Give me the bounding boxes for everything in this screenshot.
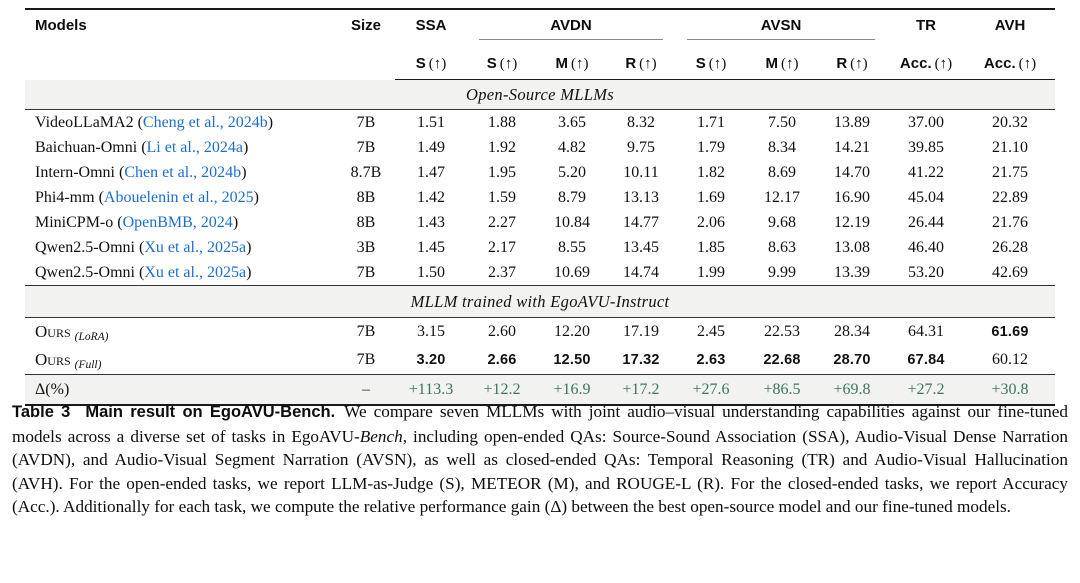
value-cell: 13.39 [834, 263, 870, 281]
value-cell: 2.66 [487, 352, 517, 368]
col-group-tr [887, 9, 965, 49]
value-cell: 5.20 [558, 163, 586, 181]
model-cell [25, 346, 337, 375]
citation-open-paren: ( [134, 263, 145, 281]
citation-link[interactable]: Abouelenin et al., 2025 [103, 188, 254, 206]
citation-open-paren: ( [113, 213, 123, 231]
delta-value: +16.9 [537, 375, 607, 406]
citation-close-paren: ) [241, 163, 247, 181]
col-header-avdn-s [467, 49, 537, 80]
value-cell: 41.22 [908, 163, 945, 181]
value-cell: 37.00 [908, 113, 945, 131]
citation-open-paren: ( [114, 163, 125, 181]
col-header-tr-acc [887, 49, 965, 80]
delta-value: +86.5 [747, 375, 817, 406]
value-cell: 8.63 [768, 238, 796, 256]
value-cell: 67.84 [907, 352, 945, 368]
model-cell [25, 235, 337, 260]
caption-body-rest: , including open-ended QAs: Source-Sound Association (SSA), Audio-Visual Dense Narration (AVDN), and Audio-Visual Segment Narration (AVSN), as well as closed-ended QAs: Temporal Reasoning (TR) and Audio-Visual Hallucination (AVH). For the open-ended tasks, we report LLM-as-Judge (S), METEOR (M), and ROUGE-L (R). For the closed-ended tasks, we report Accuracy (Acc.). Additionally for each task, we compute the relative performance gain (Δ) between the best open-source model and our fine-tuned models. [12, 426, 1069, 517]
size-cell: 8B [356, 213, 376, 231]
col-header-size: Size [350, 17, 381, 34]
value-cell: 1.85 [697, 238, 725, 256]
metric-label: S [486, 55, 497, 72]
delta-value: +27.6 [675, 375, 747, 406]
col-header-ssa-s [395, 49, 467, 80]
value-cell: 13.13 [623, 188, 659, 206]
up-arrow-icon: (↑) [428, 56, 447, 72]
value-cell: 2.45 [697, 323, 725, 340]
model-variant: (Full) [74, 359, 102, 371]
section-open-source-title: Open-Source MLLMs [25, 80, 1055, 110]
model-cell [25, 260, 337, 286]
value-cell: 39.85 [908, 138, 945, 156]
value-cell: 16.90 [834, 188, 870, 206]
col-header-avsn-s [675, 49, 747, 80]
value-cell: 1.51 [417, 113, 445, 131]
value-cell: 1.79 [697, 138, 725, 156]
section-trained-title: MLLM trained with EgoAVU-Instruct [25, 286, 1055, 318]
col-group-ssa [395, 9, 467, 49]
model-name: Baichuan-Omni [35, 138, 138, 156]
value-cell: 1.49 [417, 138, 445, 156]
value-cell: 10.69 [554, 263, 590, 281]
value-cell: 3.20 [416, 352, 446, 368]
metric-label: Acc. [983, 55, 1016, 72]
value-cell: 53.20 [908, 263, 945, 281]
header-group-row [25, 9, 1055, 49]
model-cell [25, 110, 337, 136]
value-cell: 13.89 [834, 113, 870, 131]
delta-value: +12.2 [467, 375, 537, 406]
model-cell [25, 210, 337, 235]
metric-label: S [695, 55, 706, 72]
table-row [25, 160, 1055, 185]
citation-link[interactable]: Xu et al., 2025a [144, 263, 247, 281]
delta-label: Δ(%) [25, 375, 337, 406]
model-name: Ours [35, 350, 71, 369]
results-table-wrapper [25, 8, 1055, 406]
model-cell [25, 135, 337, 160]
value-cell: 9.99 [768, 263, 796, 281]
citation-close-paren: ) [246, 238, 252, 256]
up-arrow-icon: (↑) [1018, 56, 1037, 72]
model-cell [25, 185, 337, 210]
citation-close-paren: ) [253, 188, 259, 206]
model-name: Qwen2.5-Omni [35, 238, 135, 256]
model-name: Ours [35, 322, 71, 341]
value-cell: 13.45 [623, 238, 659, 256]
value-cell: 20.32 [992, 113, 1029, 131]
value-cell: 21.10 [992, 138, 1029, 156]
col-group-ssa-label: SSA [415, 17, 447, 34]
metric-label: R [836, 55, 848, 72]
value-cell: 3.65 [558, 113, 586, 131]
value-cell: 17.32 [622, 352, 660, 368]
metric-label: S [415, 55, 426, 72]
table-body [25, 80, 1055, 406]
up-arrow-icon: (↑) [499, 56, 518, 72]
value-cell: 1.88 [488, 113, 516, 131]
value-cell: 2.37 [488, 263, 516, 281]
value-cell: 26.28 [992, 238, 1029, 256]
value-cell: 1.47 [417, 163, 445, 181]
col-group-avdn [467, 9, 675, 49]
section-open-source [25, 80, 1055, 110]
avdn-span-rule [479, 39, 663, 40]
size-cell: 7B [356, 138, 376, 156]
col-header-avdn-m [537, 49, 607, 80]
value-cell: 28.70 [833, 352, 871, 368]
value-cell: 22.68 [763, 352, 801, 368]
citation-close-paren: ) [246, 263, 252, 281]
col-header-avdn-r [607, 49, 675, 80]
table-row [25, 318, 1055, 347]
caption-title: Main result on EgoAVU-Bench. [85, 403, 336, 421]
table-header [25, 9, 1055, 80]
value-cell: 2.60 [488, 323, 516, 340]
col-group-avh [965, 9, 1055, 49]
value-cell: 10.84 [554, 213, 590, 231]
table-row [25, 135, 1055, 160]
citation-open-paren: ( [137, 138, 147, 156]
value-cell: 46.40 [908, 238, 945, 256]
citation-link[interactable]: Cheng et al., 2024b [142, 113, 268, 131]
value-cell: 64.31 [908, 323, 945, 340]
citation-close-paren: ) [242, 138, 249, 156]
value-cell: 1.95 [488, 163, 516, 181]
col-header-avsn-m [747, 49, 817, 80]
caption-body-italic: Bench [359, 426, 403, 446]
value-cell: 60.12 [992, 351, 1029, 368]
up-arrow-icon: (↑) [708, 56, 727, 72]
size-cell: 7B [356, 263, 376, 281]
value-cell: 4.82 [558, 138, 586, 156]
value-cell: 45.04 [908, 188, 945, 206]
value-cell: 1.43 [417, 213, 445, 231]
value-cell: 14.70 [834, 163, 870, 181]
value-cell: 10.11 [623, 163, 659, 181]
avsn-span-rule [687, 39, 875, 40]
value-cell: 12.17 [764, 188, 800, 206]
value-cell: 17.19 [623, 323, 659, 340]
value-cell: 1.59 [488, 188, 516, 206]
model-name: VideoLLaMA2 [35, 113, 134, 131]
caption-label: Table 3 [12, 403, 71, 421]
value-cell: 1.69 [697, 188, 725, 206]
value-cell: 14.77 [623, 213, 659, 231]
table-row [25, 185, 1055, 210]
value-cell: 21.75 [992, 163, 1029, 181]
size-cell: 8.7B [350, 163, 382, 181]
table-row [25, 346, 1055, 375]
citation-close-paren: ) [267, 113, 274, 131]
col-group-tr-label: TR [916, 17, 937, 34]
value-cell: 42.69 [992, 263, 1029, 281]
value-cell: 1.45 [417, 238, 445, 256]
value-cell: 12.20 [554, 323, 590, 340]
metric-label: R [625, 55, 637, 72]
up-arrow-icon: (↑) [934, 56, 953, 72]
value-cell: 1.42 [417, 188, 445, 206]
citation-link[interactable]: Chen et al., 2024b [124, 163, 242, 181]
value-cell: 7.50 [768, 113, 796, 131]
value-cell: 8.69 [768, 163, 796, 181]
model-name: Qwen2.5-Omni [35, 263, 135, 281]
value-cell: 8.34 [768, 138, 796, 156]
value-cell: 12.19 [834, 213, 870, 231]
delta-size: – [337, 375, 395, 406]
value-cell: 21.76 [992, 213, 1029, 231]
delta-value: +27.2 [887, 375, 965, 406]
col-group-avh-label: AVH [994, 17, 1026, 34]
value-cell: 2.27 [488, 213, 516, 231]
col-header-avh-acc [965, 49, 1055, 80]
table-row [25, 260, 1055, 286]
size-cell: 7B [356, 323, 376, 340]
value-cell: 1.71 [697, 113, 725, 131]
value-cell: 9.75 [627, 138, 655, 156]
up-arrow-icon: (↑) [850, 56, 868, 72]
citation-link[interactable]: OpenBMB, 2024 [122, 213, 233, 231]
col-group-avsn-label: AVSN [760, 17, 802, 34]
metric-label: Acc. [899, 55, 932, 72]
metric-label: M [765, 55, 778, 72]
col-group-avsn [675, 9, 887, 49]
model-cell [25, 160, 337, 185]
up-arrow-icon: (↑) [639, 56, 657, 72]
col-header-avsn-r [817, 49, 887, 80]
value-cell: 13.08 [834, 238, 870, 256]
value-cell: 14.74 [623, 263, 659, 281]
value-cell: 28.34 [834, 323, 870, 340]
value-cell: 12.50 [553, 352, 591, 368]
table-row [25, 110, 1055, 136]
citation-open-paren: ( [94, 188, 104, 206]
up-arrow-icon: (↑) [781, 56, 799, 72]
citation-open-paren: ( [133, 113, 143, 131]
delta-value: +113.3 [395, 375, 467, 406]
value-cell: 2.63 [696, 352, 726, 368]
section-trained [25, 286, 1055, 318]
value-cell: 14.21 [834, 138, 870, 156]
model-name: MiniCPM-o [35, 213, 114, 231]
value-cell: 3.15 [417, 323, 445, 340]
delta-value: +17.2 [607, 375, 675, 406]
model-name: Intern-Omni [35, 163, 115, 181]
size-cell: 3B [356, 238, 376, 256]
value-cell: 26.44 [908, 213, 945, 231]
value-cell: 22.53 [764, 323, 800, 340]
citation-link[interactable]: Li et al., 2024a [146, 138, 243, 156]
caption-body: We compare seven MLLMs with joint audio–visual understanding capabilities against our fine-tuned models across a diverse set of tasks in EgoAVU- [12, 402, 1068, 446]
value-cell: 2.17 [488, 238, 516, 256]
value-cell: 9.68 [768, 213, 796, 231]
table-caption [12, 400, 1068, 519]
value-cell: 22.89 [992, 188, 1029, 206]
delta-value: +30.8 [965, 375, 1055, 406]
col-group-avdn-label: AVDN [550, 17, 592, 34]
value-cell: 1.92 [488, 138, 516, 156]
size-cell: 7B [356, 351, 376, 368]
value-cell: 1.50 [417, 263, 445, 281]
value-cell: 61.69 [991, 324, 1029, 340]
delta-value: +69.8 [817, 375, 887, 406]
model-name: Phi4-mm [35, 188, 95, 206]
size-cell: 8B [356, 188, 376, 206]
model-cell [25, 318, 337, 347]
value-cell: 8.32 [627, 113, 655, 131]
value-cell: 8.55 [558, 238, 586, 256]
table-row [25, 235, 1055, 260]
citation-open-paren: ( [134, 238, 145, 256]
table-row [25, 210, 1055, 235]
citation-link[interactable]: Xu et al., 2025a [144, 238, 247, 256]
value-cell: 2.06 [697, 213, 725, 231]
value-cell: 8.79 [558, 188, 586, 206]
model-variant: (LoRA) [74, 331, 109, 343]
citation-close-paren: ) [232, 213, 239, 231]
col-header-models: Models [35, 17, 87, 34]
metric-label: M [555, 55, 568, 72]
up-arrow-icon: (↑) [571, 56, 589, 72]
value-cell: 1.99 [697, 263, 725, 281]
value-cell: 1.82 [697, 163, 725, 181]
size-cell: 7B [356, 113, 376, 131]
results-table [25, 8, 1055, 406]
